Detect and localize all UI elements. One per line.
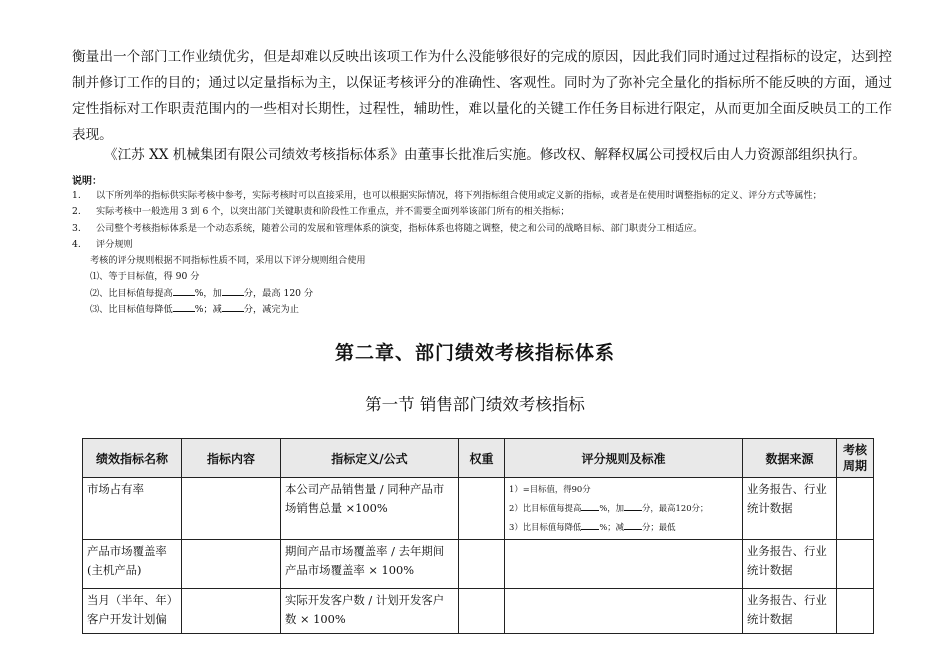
cell-content — [182, 540, 281, 589]
blank-field — [624, 521, 642, 530]
header-definition: 指标定义/公式 — [281, 439, 459, 478]
cell-weight — [459, 478, 505, 540]
note-item: 4. 评分规则 — [72, 238, 133, 250]
notes-list — [72, 188, 902, 318]
cell-source: 业务报告、行业统计数据 — [743, 478, 837, 540]
cell-content — [182, 478, 281, 540]
rule-equal: ⑴、等于目标值，得 90 分 — [90, 271, 200, 283]
header-rules: 评分规则及标准 — [505, 439, 743, 478]
table-row — [83, 478, 874, 540]
rule-increase: ⑵、比目标值每提高 %，加 分，最高 120 分 — [90, 287, 314, 299]
table-row — [83, 540, 874, 589]
header-content: 指标内容 — [182, 439, 281, 478]
chapter-title: 第二章、部门绩效考核指标体系 — [334, 342, 615, 364]
kpi-table — [82, 438, 874, 634]
cell-definition: 实际开发客户数 / 计划开发客户数 × 100% — [281, 589, 459, 634]
blank-field — [173, 286, 195, 296]
header-weight: 权重 — [459, 439, 505, 478]
cell-rules — [505, 540, 743, 589]
blank-field — [624, 502, 642, 511]
intro-paragraph: 衡量出一个部门工作业绩优劣，但是却难以反映出该项工作为什么没能够很好的完成的原因，因此我们同时通过过程指标的设定，达到控制并修订工作的目的；通过以定量指标为主，以保证考核评分的准确性、客观性。同时为了弥补完全量化的指标所不能反映的方面，通过定性指标对工作职责范围内的一些相对长期性，过程性，辅助性，难以量化的关键工作任务目标进行限定，从而更加全面反映员工的工作表现。 — [72, 49, 892, 143]
cell-definition: 本公司产品销售量 / 同种产品市场销售总量 ×100% — [281, 478, 459, 540]
blank-field — [581, 502, 599, 511]
note-item: 2. 实际考核中一般选用 3 到 6 个，以突出部门关键职责和阶段性工作重点，并不需要全面列举该部门所有的相关指标； — [72, 206, 570, 218]
blank-field — [222, 302, 244, 312]
cell-period — [837, 589, 874, 634]
table-row — [83, 589, 874, 634]
notes-title: 说明： — [72, 176, 102, 187]
table-header-row — [83, 439, 874, 478]
blank-field — [222, 286, 244, 296]
cell-name: 市场占有率 — [83, 478, 182, 540]
cell-source: 业务报告、行业统计数据 — [743, 589, 837, 634]
cell-rules — [505, 589, 743, 634]
header-period: 考核周期 — [837, 439, 874, 478]
implementation-statement: 《江苏 XX 机械集团有限公司绩效考核指标体系》由董事长批准后实施。修改权、解释权属公司授权后由人力资源部组织执行。 — [104, 147, 867, 163]
cell-period — [837, 478, 874, 540]
note-item: 1. 以下所列举的指标供实际考核中参考，实际考核时可以直接采用，也可以根据实际情况，将下列指标组合使用或定义新的指标，或者是在使用时调整指标的定义、评分方式等属性； — [72, 190, 822, 201]
cell-name: 产品市场覆盖率(主机产品) — [83, 540, 182, 589]
rule-intro: 考核的评分规则根据不同指标性质不同，采用以下评分规则组合使用 — [90, 255, 366, 267]
cell-weight — [459, 589, 505, 634]
section-title: 第一节 销售部门绩效考核指标 — [365, 395, 585, 414]
cell-source: 业务报告、行业统计数据 — [743, 540, 837, 589]
blank-field — [581, 521, 599, 530]
header-name: 绩效指标名称 — [83, 439, 182, 478]
blank-field — [173, 302, 195, 312]
header-source: 数据来源 — [743, 439, 837, 478]
cell-weight — [459, 540, 505, 589]
cell-rules: 1）=目标值，得90分 2）比目标值每提高 %，加 分，最高120分； 3）比目标值每降低 %；减 分；最低 — [505, 478, 743, 540]
cell-content — [182, 589, 281, 634]
cell-definition: 期间产品市场覆盖率 / 去年期间产品市场覆盖率 × 100% — [281, 540, 459, 589]
note-item: 3. 公司整个考核指标体系是一个动态系统，随着公司的发展和管理体系的演变，指标体系也将随之调整，使之和公司的战略目标、部门职责分工相适应。 — [72, 222, 703, 234]
cell-name: 当月（半年、年）客户开发计划偏 — [83, 589, 182, 634]
cell-period — [837, 540, 874, 589]
rule-decrease: ⑶、比目标值每降低 %；减 分，减完为止 — [90, 304, 299, 316]
